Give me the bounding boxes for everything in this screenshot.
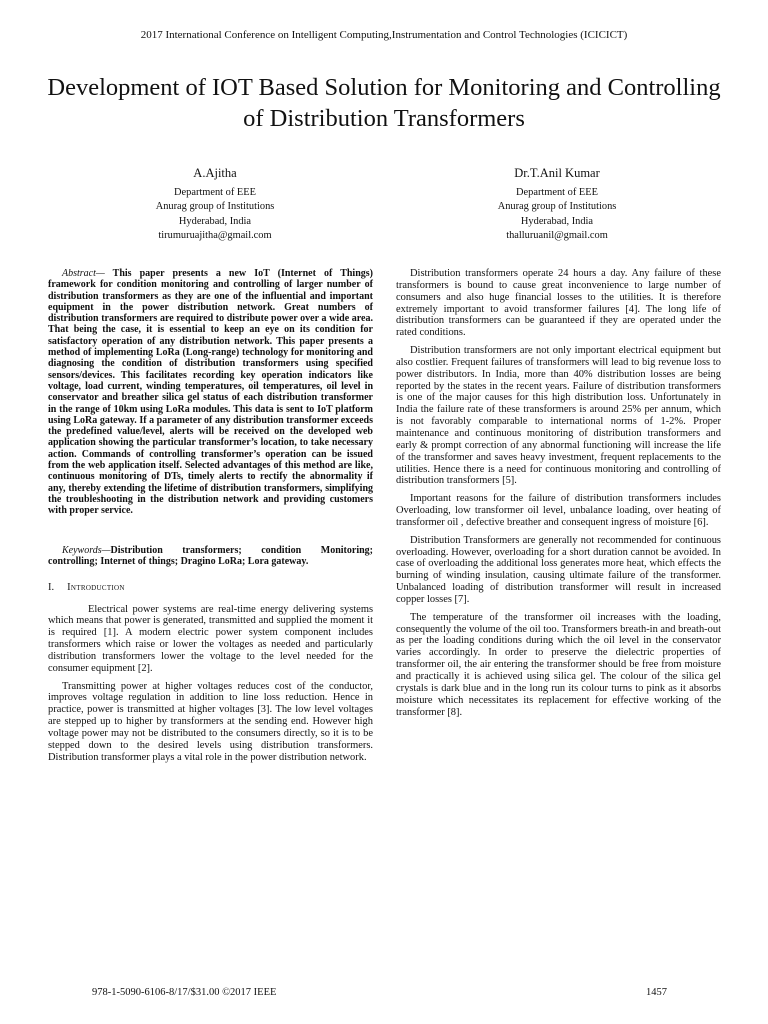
body-paragraph: Distribution transformers are not only important electrical equipment but also costlier. Frequent failures of transformers will lead to big revenue loss to power distributors. In India, more than 40% distribution losses are being reported by the states in the recent years. Failure of distribution transformers is one of the major causes for this high distribution loss. Unfortunately in India the failure rate of these transformers is around 25% per annum, which is not favorably comparable to international norms of 1-2%. Proper maintenance and continuous monitoring of distribution transformers and early & prompt correction of any abnormal functioning will increase the life of the transformer and saves heavy investment, frequent replacements to the utilities. Hence there is a need for continuous monitoring and controlling of distribution transformers [5]. — [396, 345, 721, 487]
abstract-label: Abstract— — [62, 268, 105, 279]
body-paragraph: Transmitting power at higher voltages reduces cost of the conductor, improves voltage regulation in addition to line loss reduction. Hence in practice, power is transmitted at higher voltages [3]. The low level voltages are stepped up to higher by transformers at the sending end. However high voltage power may not be distributed to the consumers directly, so it is to be stepped down to the desired levels using distribution transformers. Distribution transformer plays a vital role in the power distribution network. — [48, 680, 373, 763]
conference-header: 2017 International Conference on Intelligent Computing,Instrumentation and Control Technologies (ICICICT) — [140, 29, 628, 41]
body-paragraph: Important reasons for the failure of distribution transformers includes Overloading, low transformer oil level, unbalance loading, over heating of transformer oil , defective breather and consequent ingress of moisture [6]. — [396, 493, 721, 528]
abstract — [48, 268, 373, 517]
left-column — [48, 268, 373, 764]
section-heading — [48, 582, 373, 594]
page-number: 1457 — [646, 987, 667, 998]
author-department: Department of EEE — [174, 187, 256, 199]
author-name: A.Ajitha — [193, 166, 237, 180]
body-paragraph: Electrical power systems are real-time energy delivering systems which means that power is generated, transmitted and supplied the moment it is required [1]. A modern electric power system component includes transformers which raise or lower the voltages as needed and particularly distribution transformers lower the voltage to the level needed for the consumer equipment [2]. — [48, 603, 373, 674]
body-paragraph: Distribution Transformers are generally not recommended for continuous overloading. However, overloading for a short duration cannot be avoided. In case of overloading the additional loss generates more heat, which effects the burning of winding insulation, causing ultimate failure of the transformer. Unbalanced loading of distribution transformer will result in increased copper losses [7]. — [396, 534, 721, 605]
author-block-2 — [427, 166, 687, 243]
author-city: Hyderabad, India — [178, 215, 252, 227]
right-column — [396, 268, 721, 718]
footer-copyright: 978-1-5090-6106-8/17/$31.00 ©2017 IEEE — [92, 987, 277, 998]
keywords-label: Keywords— — [62, 544, 111, 556]
author-block-1 — [85, 166, 345, 243]
keywords — [48, 545, 373, 568]
section-number: I. — [48, 581, 55, 593]
author-email: thalluruanil@gmail.com — [506, 229, 608, 241]
author-city: Hyderabad, India — [520, 215, 594, 227]
body-paragraph: The temperature of the transformer oil increases with the loading, consequently the volume of the oil too. Transformers breath-in and breath-out as per the loading conditions during which the oil level in the conservator varies accordingly. In order to preserve the dielectric properties of transformer oil, the air entering the transformer should be free from moisture and practically it is achieved using silica gel. The colour of the silica gel crystals is dark blue and in the long run its colour turns to pink as it absorbs moisture which necessitates its replacement for effective working of the transformer [8]. — [396, 611, 721, 718]
author-department: Department of EEE — [516, 187, 598, 199]
author-name: Dr.T.Anil Kumar — [514, 166, 600, 180]
author-email: tirumuruajitha@gmail.com — [158, 229, 272, 241]
section-title: Introduction — [67, 581, 125, 593]
body-paragraph: Distribution transformers operate 24 hours a day. Any failure of these transformers is bound to cause great inconvenience to large number of consumers and also huge financial losses to the utilities. It is therefore extremely important to avoid transformer failures [4]. The long life of distribution transformers can be guaranteed if they are operated under the rated conditions. — [396, 268, 721, 339]
keywords-text: Distribution transformers; condition Monitoring; controlling; Internet of things; Dragino LoRa; Lora gateway. — [48, 544, 373, 568]
author-organization: Anurag group of Institutions — [155, 201, 275, 213]
abstract-text: This paper presents a new IoT (Internet of Things) framework for condition monitoring and controlling of larger number of distribution transformers as they are one of the influential and important equipment in the power distribution network. Great numbers of distribution transformers are required to distribute power over a wide area. That being the case, it is essential to keep an eye on its condition for satisfactory operation of any distribution network. This paper presents a method of implementing LoRa (Long-range) technology for monitoring and diagnosing the condition of distribution transformers using specified sensors/devices. This facilitates recording key operation indicators like voltage, load current, winding temperatures, oil temperatures, oil level in conservator and breather silica gel status of each distribution transformer in the range of 10km using LoRa modules. This data is sent to IoT platform using LoRa gateway. If a parameter of any distribution transformer exceeds the predefined value/level, alerts will be received on the developed web application showing the particular transformer’s location, to take necessary action. Commands of controlling transformer’s operation can be issued from the web application itself. Selected advantages of this method are like, continuous monitoring of DTs, timely alerts to rectify the abnormality if any, thereby extending the lifetime of distribution transformers, simplifying the troubleshooting in the distribution network and providing customers with proper service. — [48, 268, 373, 517]
author-organization: Anurag group of Institutions — [497, 201, 617, 213]
paper-title: Development of IOT Based Solution for Monitoring and Controlling of Distribution Transformers — [47, 74, 721, 132]
